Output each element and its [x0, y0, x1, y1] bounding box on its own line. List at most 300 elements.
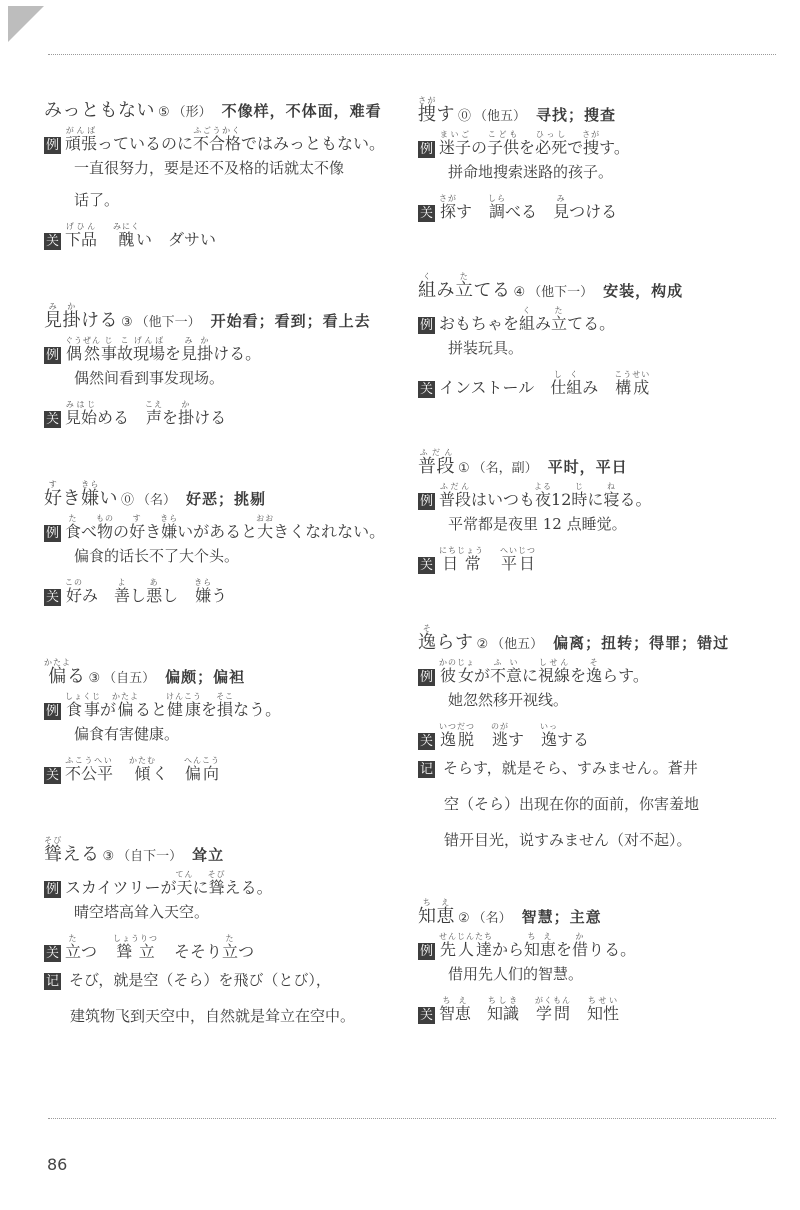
ruby-base: 聳立 — [113, 942, 159, 961]
related-word — [487, 996, 519, 1022]
related-words — [439, 546, 552, 572]
ruby-reading: よる — [534, 482, 553, 491]
ruby-reading: ふい — [490, 658, 523, 667]
related-row — [418, 546, 778, 574]
ruby-word — [418, 898, 455, 927]
ruby-word — [113, 222, 141, 249]
ruby-reading: しょくじ — [65, 692, 101, 701]
ruby-word — [439, 546, 484, 573]
ruby-reading: あ — [146, 578, 163, 587]
dictionary-entry — [418, 898, 778, 1024]
ruby-word — [553, 194, 570, 221]
dictionary-entry — [44, 96, 400, 250]
text-segment: い — [99, 488, 118, 509]
related-words — [65, 756, 236, 782]
ruby-base: 知性 — [587, 1004, 620, 1023]
meaning: 寻找；搜查 — [536, 106, 617, 124]
entry-headline — [44, 658, 400, 688]
text-segment: える。 — [224, 878, 273, 897]
related-row — [44, 578, 400, 606]
ruby-reading: そ — [586, 658, 603, 667]
ruby-word — [614, 370, 651, 397]
ruby-word — [207, 870, 226, 897]
entry-headline — [44, 302, 400, 332]
note-line — [44, 998, 400, 1034]
ruby-reading: けんこう — [166, 692, 203, 701]
text-segment: つける — [569, 202, 618, 221]
ruby-word — [500, 546, 536, 573]
note-text: そらす，就是そら、すみません。蒼井 — [443, 759, 698, 777]
ruby-word — [487, 996, 520, 1023]
ruby-base: 先人達 — [439, 940, 493, 959]
ruby-reading: にちじょう — [439, 546, 484, 555]
text-segment: に — [522, 666, 539, 685]
entry-headline — [44, 836, 400, 866]
ruby-reading: く — [418, 272, 437, 281]
text-segment: ると — [135, 700, 168, 719]
accent-mark: ③ — [88, 671, 101, 686]
accent-mark: ② — [458, 911, 470, 926]
example-sentence — [65, 126, 385, 152]
translation-line: 平常都是夜里 12 点睡觉。 — [448, 515, 627, 533]
meaning: 安装，构成 — [603, 282, 684, 300]
ruby-reading: こえ — [145, 400, 164, 409]
ruby-reading: か — [178, 400, 195, 409]
ruby-word — [81, 480, 100, 509]
related-words — [439, 194, 633, 220]
ruby-base: 捜 — [582, 138, 601, 157]
ruby-word — [439, 996, 472, 1023]
related-word — [168, 232, 216, 248]
related-row — [44, 400, 400, 428]
related-word — [500, 546, 536, 572]
ruby-word — [145, 400, 164, 427]
text-segment: める — [97, 408, 130, 427]
text-segment: う — [211, 586, 228, 605]
related-word — [488, 194, 537, 220]
dictionary-entry — [44, 480, 400, 606]
ruby-reading: まいご — [439, 130, 471, 139]
text-segment: に — [192, 878, 209, 897]
example-tag: 例 — [419, 318, 433, 333]
ruby-reading: た — [455, 272, 474, 281]
ruby-word — [439, 722, 475, 749]
related-tag: 关 — [45, 412, 59, 427]
part-of-speech: （自下一） — [117, 849, 183, 864]
ruby-base: 彼女 — [439, 666, 475, 685]
accent-mark: ① — [458, 461, 470, 476]
text-segment: し — [162, 586, 179, 605]
related-tag: 关 — [419, 206, 433, 221]
ruby-word — [113, 934, 159, 961]
ruby-base: 損 — [216, 700, 235, 719]
related-word — [113, 222, 152, 248]
ruby-base: 知恵 — [418, 906, 455, 927]
related-word — [439, 722, 475, 748]
example-tag: 例 — [419, 142, 433, 157]
text-segment: きくなれない。 — [273, 522, 386, 541]
text-segment: す。 — [599, 138, 630, 157]
ruby-word — [491, 722, 509, 749]
ruby-reading: のが — [491, 722, 509, 731]
ruby-base: 借 — [572, 940, 589, 959]
ruby-reading: てん — [175, 870, 194, 879]
text-segment: で — [567, 138, 584, 157]
dictionary-entry — [44, 658, 400, 784]
related-words — [439, 370, 666, 396]
ruby-base: 普段 — [439, 490, 472, 509]
related-row — [44, 756, 400, 784]
ruby-reading: へいじつ — [500, 546, 536, 555]
ruby-reading: こうせい — [614, 370, 651, 379]
related-word — [184, 756, 220, 782]
ruby-base: 寝 — [603, 490, 620, 509]
ruby-reading: ちせい — [587, 996, 620, 1005]
ruby-base: 掛 — [178, 408, 195, 427]
ruby-base: 知識 — [487, 1004, 520, 1023]
part-of-speech: （他五） — [474, 109, 527, 124]
part-of-speech: （自五） — [103, 671, 156, 686]
text-segment: りる。 — [588, 940, 637, 959]
ruby-base: 不合格 — [193, 134, 242, 153]
ruby-base: 平日 — [500, 554, 536, 573]
ruby-base: 立 — [455, 280, 474, 301]
ruby-reading: かたよ — [112, 692, 140, 701]
ruby-base: 視線 — [538, 666, 571, 685]
ruby-word — [146, 578, 163, 605]
ruby-base: 見 — [553, 202, 570, 221]
note-text: 错开目光，说すみません（对不起）。 — [444, 831, 692, 849]
ruby-base: 善 — [114, 586, 131, 605]
note-text: 空（そら）出现在你的面前，你害羞地 — [444, 795, 700, 813]
ruby-base: 逸 — [540, 730, 559, 749]
related-row — [418, 370, 778, 398]
ruby-base: 偏 — [112, 700, 139, 719]
headword — [418, 96, 455, 126]
ruby-reading: そ — [418, 624, 437, 633]
ruby-reading: ちえ — [418, 898, 455, 907]
example-tag: 例 — [419, 670, 433, 685]
related-tag: 关 — [419, 1008, 433, 1023]
text-segment: スカイツリーが — [65, 878, 177, 897]
ruby-reading: じこ — [100, 336, 133, 345]
part-of-speech: （名） — [137, 493, 177, 508]
related-words — [65, 222, 232, 248]
ruby-reading: いっ — [540, 722, 559, 731]
ruby-base: 智恵 — [439, 1004, 472, 1023]
text-segment: み — [436, 280, 455, 301]
left-column — [44, 96, 400, 1034]
accent-mark: ④ — [513, 285, 526, 300]
example-tag: 例 — [45, 526, 59, 541]
ruby-base: 組 — [519, 314, 536, 333]
ruby-reading: きら — [160, 514, 179, 523]
translation-line: 借用先人们的智慧。 — [448, 965, 584, 983]
example-sentence — [439, 932, 636, 958]
related-row — [44, 934, 400, 962]
ruby-base: 嫌 — [81, 488, 100, 509]
ruby-reading: ふだん — [418, 448, 455, 457]
ruby-reading: きら — [81, 480, 100, 489]
ruby-reading: そこ — [216, 692, 235, 701]
ruby-word — [65, 934, 82, 961]
ruby-base: 普段 — [418, 456, 455, 477]
related-word — [65, 578, 98, 604]
related-tag: 关 — [419, 382, 433, 397]
text-segment: なう。 — [233, 700, 282, 719]
text-segment: べる — [505, 202, 538, 221]
related-words — [65, 578, 243, 604]
ruby-word — [216, 692, 235, 719]
note-line — [44, 962, 400, 998]
dictionary-entry — [418, 96, 778, 222]
part-of-speech: （名） — [472, 911, 512, 926]
text-segment: ではみっともない。 — [241, 134, 386, 153]
ruby-reading: もの — [96, 514, 115, 523]
ruby-reading: ふだん — [439, 482, 471, 491]
text-segment: を — [165, 344, 182, 363]
example-tag: 例 — [45, 348, 59, 363]
meaning: 耸立 — [192, 846, 225, 864]
ruby-reading: た — [222, 934, 239, 943]
ruby-word — [65, 578, 83, 605]
related-word — [65, 222, 97, 248]
ruby-base: 捜 — [418, 104, 437, 125]
ruby-base: 大 — [256, 522, 275, 541]
ruby-reading: ちしき — [487, 996, 520, 1005]
ruby-reading: おお — [256, 514, 275, 523]
ruby-word — [222, 934, 239, 961]
ruby-reading: さが — [418, 96, 437, 105]
related-word — [113, 934, 158, 960]
note-text: そび，就是空（そら）を飛び（とび）， — [69, 971, 331, 989]
text-segment: い — [136, 230, 153, 249]
text-segment: みっともない — [44, 100, 155, 121]
ruby-reading: がんば — [65, 126, 97, 135]
ruby-base: 見始 — [65, 408, 98, 427]
part-of-speech: （他下一） — [135, 315, 201, 330]
ruby-base: 掛 — [197, 344, 214, 363]
ruby-base: 見 — [181, 344, 198, 363]
note-tag: 记 — [45, 973, 59, 989]
text-segment: の — [471, 138, 488, 157]
text-segment: の — [113, 522, 130, 541]
text-segment: を — [556, 940, 573, 959]
part-of-speech: （名，副） — [472, 461, 538, 476]
entry-headline — [418, 624, 778, 654]
ruby-base: 不意 — [490, 666, 523, 685]
ruby-reading: ふごうかく — [193, 126, 242, 135]
text-segment: ける。 — [213, 344, 262, 363]
ruby-base: 迷子 — [439, 138, 472, 157]
related-word — [439, 546, 484, 572]
part-of-speech: （他下一） — [528, 285, 594, 300]
ruby-reading: ひっし — [535, 130, 568, 139]
translation-line: 拼装玩具。 — [448, 339, 524, 357]
text-segment: インストール — [439, 378, 535, 397]
text-segment: はいつも — [471, 490, 536, 509]
ruby-reading: ちえ — [439, 996, 472, 1005]
ruby-base: 頑張 — [65, 134, 98, 153]
ruby-base: 不公平 — [65, 764, 114, 783]
ruby-reading: く — [519, 306, 536, 315]
ruby-base: 知恵 — [524, 940, 557, 959]
text-segment: つ — [81, 942, 98, 961]
text-segment: える — [62, 844, 100, 865]
ruby-reading: か — [572, 932, 589, 941]
example-sentence — [65, 514, 385, 540]
example-sentence — [65, 336, 261, 362]
ruby-reading: みはじ — [65, 400, 97, 409]
related-tag: 关 — [45, 768, 59, 783]
related-row — [418, 194, 778, 222]
related-word — [540, 722, 589, 748]
translation-line: 偶然间看到事发现场。 — [74, 369, 225, 387]
accent-mark: ③ — [121, 315, 133, 330]
ruby-word — [455, 272, 474, 301]
text-segment: べ — [81, 522, 98, 541]
ruby-reading: す — [129, 514, 146, 523]
ruby-base: 声 — [145, 408, 164, 427]
accent-mark: ⓪ — [458, 109, 472, 124]
ruby-reading: み — [181, 336, 198, 345]
ruby-base: 好 — [65, 586, 83, 605]
related-word — [65, 934, 97, 960]
ruby-base: 子供 — [487, 138, 520, 157]
ruby-word — [184, 756, 221, 783]
example-sentence — [439, 130, 630, 156]
example-tag: 例 — [45, 704, 59, 719]
text-segment: し — [130, 586, 147, 605]
ruby-reading: そび — [44, 836, 63, 845]
ruby-base: 立 — [551, 314, 568, 333]
related-words — [439, 996, 635, 1022]
text-segment: に — [587, 490, 604, 509]
note-text: 建筑物飞到天空中，自然就是耸立在空中。 — [70, 1007, 356, 1025]
ruby-base: 健康 — [166, 700, 203, 719]
related-word — [439, 194, 472, 220]
ruby-reading: み — [44, 302, 63, 311]
related-word — [491, 722, 524, 748]
headword — [418, 898, 455, 928]
ruby-reading: た — [65, 934, 81, 943]
page-number: 86 — [47, 1155, 68, 1174]
headword — [418, 448, 455, 478]
related-word — [550, 370, 598, 396]
ruby-base: 偏向 — [184, 764, 221, 783]
related-word — [65, 400, 129, 426]
page-corner-mark — [8, 6, 44, 42]
example-sentence — [439, 482, 651, 508]
ruby-base: 嫌 — [194, 586, 213, 605]
ruby-reading: せんじんたち — [439, 932, 493, 941]
ruby-word — [418, 624, 437, 653]
text-segment: す — [508, 730, 525, 749]
ruby-base: 立 — [222, 942, 239, 961]
text-segment: く — [152, 764, 169, 783]
related-word — [65, 756, 113, 782]
headword — [44, 658, 86, 688]
ruby-base: 逸脱 — [439, 730, 475, 749]
header-rule — [48, 54, 776, 55]
ruby-reading: ぐうぜん — [65, 336, 101, 345]
ruby-reading: こども — [487, 130, 520, 139]
ruby-reading: かたよ — [44, 658, 71, 667]
ruby-reading: かのじょ — [439, 658, 475, 667]
text-segment: いがあると — [177, 522, 258, 541]
ruby-reading: さが — [439, 194, 457, 203]
ruby-reading: しょうりつ — [113, 934, 159, 943]
right-column — [418, 96, 778, 1024]
ruby-reading: しら — [488, 194, 507, 203]
entry-headline — [418, 96, 778, 126]
text-segment: を — [570, 666, 587, 685]
text-segment: てる。 — [567, 314, 616, 333]
text-segment: を — [201, 700, 218, 719]
note-line — [418, 750, 778, 786]
text-segment: そそり — [174, 942, 223, 961]
ruby-word — [65, 400, 98, 427]
ruby-word — [550, 370, 583, 397]
related-tag: 关 — [45, 234, 59, 249]
ruby-word — [540, 722, 559, 749]
example-sentence — [439, 306, 615, 332]
ruby-base: 偶然 — [65, 344, 101, 363]
accent-mark: ⑤ — [158, 105, 170, 120]
ruby-reading: ね — [603, 482, 620, 491]
example-tag: 例 — [45, 138, 59, 153]
ruby-word — [44, 836, 63, 865]
ruby-base: 見 — [44, 310, 63, 331]
text-segment: らす — [436, 632, 474, 653]
ruby-reading: さが — [582, 130, 601, 139]
entry-headline — [418, 448, 778, 478]
related-row — [418, 996, 778, 1024]
meaning: 好恶；挑剔 — [186, 490, 267, 508]
dictionary-entry — [418, 448, 778, 574]
text-segment: す — [456, 202, 473, 221]
ruby-reading: かたむ — [129, 756, 157, 765]
related-tag: 关 — [45, 590, 59, 605]
ruby-word — [65, 756, 114, 783]
related-word — [145, 400, 226, 426]
translation-line: 晴空塔高耸入天空。 — [74, 903, 210, 921]
ruby-reading: へんこう — [184, 756, 221, 765]
meaning: 开始看；看到；看上去 — [210, 312, 371, 330]
translation-line: 偏食的话长不了大个头。 — [74, 547, 240, 565]
ruby-base: 事故 — [100, 344, 133, 363]
part-of-speech: （他五） — [491, 637, 544, 652]
ruby-reading: がくもん — [535, 996, 572, 1005]
ruby-word — [178, 400, 195, 427]
ruby-base: 組 — [418, 280, 437, 301]
text-segment: てる — [473, 280, 511, 301]
accent-mark: ② — [476, 637, 489, 652]
text-segment: から — [492, 940, 525, 959]
ruby-base: 構成 — [614, 378, 651, 397]
example-sentence — [65, 870, 273, 896]
example-tag: 例 — [419, 494, 433, 509]
headword — [44, 96, 155, 122]
ruby-base: 好 — [129, 522, 146, 541]
ruby-base: 傾 — [129, 764, 156, 783]
ruby-base: 仕組 — [550, 378, 583, 397]
related-word — [174, 934, 254, 960]
related-words — [439, 722, 605, 748]
text-segment: み — [82, 586, 99, 605]
ruby-reading: か — [197, 336, 214, 345]
ruby-base: 現場 — [133, 344, 166, 363]
